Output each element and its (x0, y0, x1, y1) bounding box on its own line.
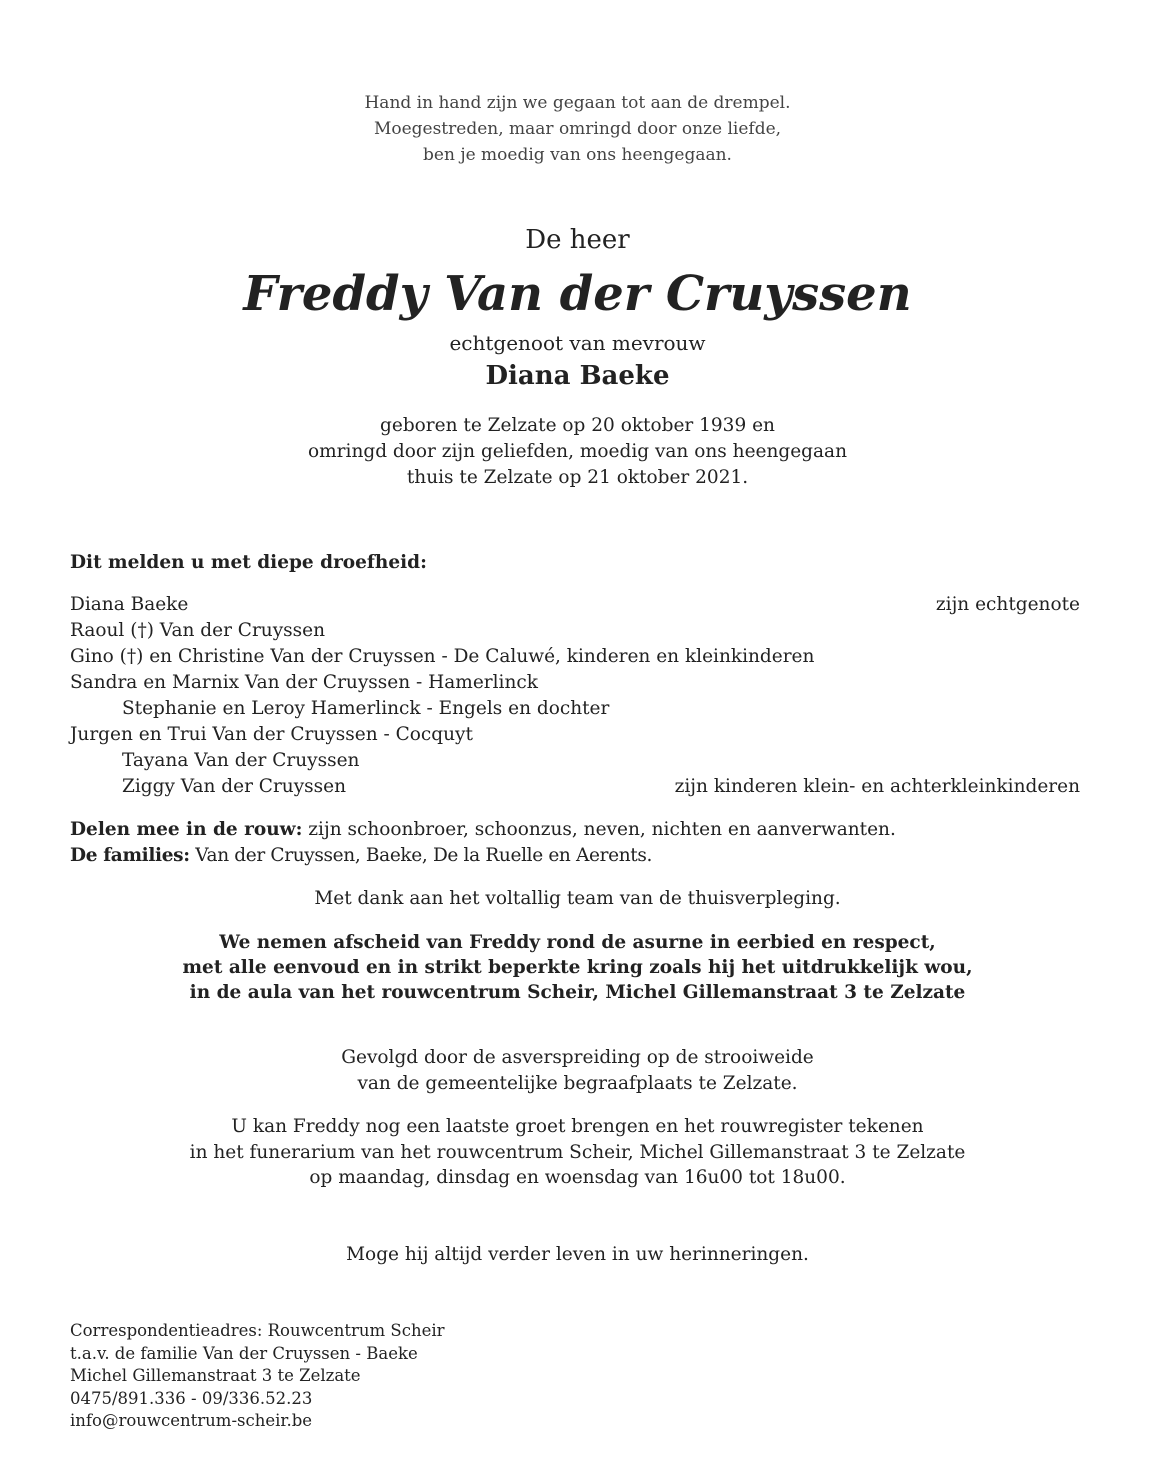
families (70, 843, 652, 869)
ceremony-line-2: met alle eenvoud en in strikt beperkte kring zoals hij het uitdrukkelijk wou, (182, 957, 973, 978)
deceased-name: Freddy Van der Cruyssen (243, 266, 912, 322)
ceremony-line-3: in de aula van het rouwcentrum Scheir, Michel Gillemanstraat 3 te Zelzate (189, 982, 966, 1003)
correspondence-line-2: t.a.v. de familie Van der Cruyssen - Baeke (70, 1344, 418, 1363)
correspondence-email: info@rouwcentrum-scheir.be (70, 1411, 313, 1430)
birth-death-line-1: geboren te Zelzate op 20 oktober 1939 en (380, 415, 775, 436)
visitation-line-3: op maandag, dinsdag en woensdag van 16u00 tot 18u00. (309, 1167, 846, 1188)
poem-line-2: Moegestreden, maar omringd door onze liefde, (373, 119, 782, 139)
also-mourning-label: Delen mee in de rouw: (70, 819, 303, 840)
mourner-relation: zijn kinderen klein- en achterkleinkinderen (674, 776, 1080, 797)
mourner-row (70, 592, 1080, 618)
mourner-row (70, 618, 1080, 644)
announcement-heading: Dit melden u met diepe droefheid: (70, 552, 427, 573)
mourner-name: Sandra en Marnix Van der Cruyssen - Hamerlinck (70, 672, 538, 693)
mourner-row (70, 722, 1080, 748)
mourner-name: Jurgen en Trui Van der Cruyssen - Cocquyt (70, 724, 473, 745)
spouse-name: Diana Baeke (485, 361, 670, 391)
mourner-name: Stephanie en Leroy Hamerlinck - Engels en dochter (122, 698, 610, 719)
families-text: Van der Cruyssen, Baeke, De la Ruelle en Aerents. (189, 845, 653, 866)
families-label: De families: (70, 845, 190, 866)
poem-line-3: ben je moedig van ons heengegaan. (423, 145, 732, 165)
deceased-prefix: De heer (525, 225, 630, 255)
scattering-line-2: van de gemeentelijke begraafplaats te Zelzate. (357, 1073, 798, 1094)
spouse-label: echtgenoot van mevrouw (449, 331, 706, 355)
mourner-name: Diana Baeke (70, 594, 189, 615)
poem-line-1: Hand in hand zijn we gegaan tot aan de drempel. (364, 93, 791, 113)
mourner-name: Ziggy Van der Cruyssen (122, 776, 347, 797)
mourner-relation: zijn echtgenote (935, 594, 1080, 615)
mourner-name: Raoul (†) Van der Cruyssen (70, 620, 326, 641)
mourner-row (70, 696, 1080, 722)
mourner-name: Tayana Van der Cruyssen (122, 750, 360, 771)
correspondence-line-1: Correspondentieadres: Rouwcentrum Scheir (70, 1321, 445, 1340)
also-mourning-text: zijn schoonbroer, schoonzus, neven, nichten en aanverwanten. (302, 819, 896, 840)
thanks: Met dank aan het voltallig team van de thuisverpleging. (314, 888, 841, 909)
mourner-name: Gino (†) en Christine Van der Cruyssen - De Caluwé, kinderen en kleinkinderen (70, 646, 815, 667)
birth-death-line-2: omringd door zijn geliefden, moedig van ons heengegaan (308, 441, 847, 462)
correspondence-phone: 0475/891.336 - 09/336.52.23 (70, 1389, 313, 1408)
birth-death-line-3: thuis te Zelzate op 21 oktober 2021. (406, 467, 749, 488)
correspondence-line-3: Michel Gillemanstraat 3 te Zelzate (70, 1366, 361, 1385)
mourner-row (70, 774, 1080, 800)
visitation-line-2: in het funerarium van het rouwcentrum Scheir, Michel Gillemanstraat 3 te Zelzate (189, 1142, 966, 1163)
scattering-line-1: Gevolgd door de asverspreiding op de strooiweide (341, 1047, 814, 1068)
mourner-row (70, 644, 1080, 670)
ceremony-line-1: We nemen afscheid van Freddy rond de asurne in eerbied en respect, (219, 932, 936, 953)
mourner-row (70, 670, 1080, 696)
also-mourning (70, 817, 896, 843)
mourner-row (70, 748, 1080, 774)
visitation-line-1: U kan Freddy nog een laatste groet brengen en het rouwregister tekenen (231, 1116, 924, 1137)
closing: Moge hij altijd verder leven in uw herinneringen. (346, 1244, 809, 1265)
